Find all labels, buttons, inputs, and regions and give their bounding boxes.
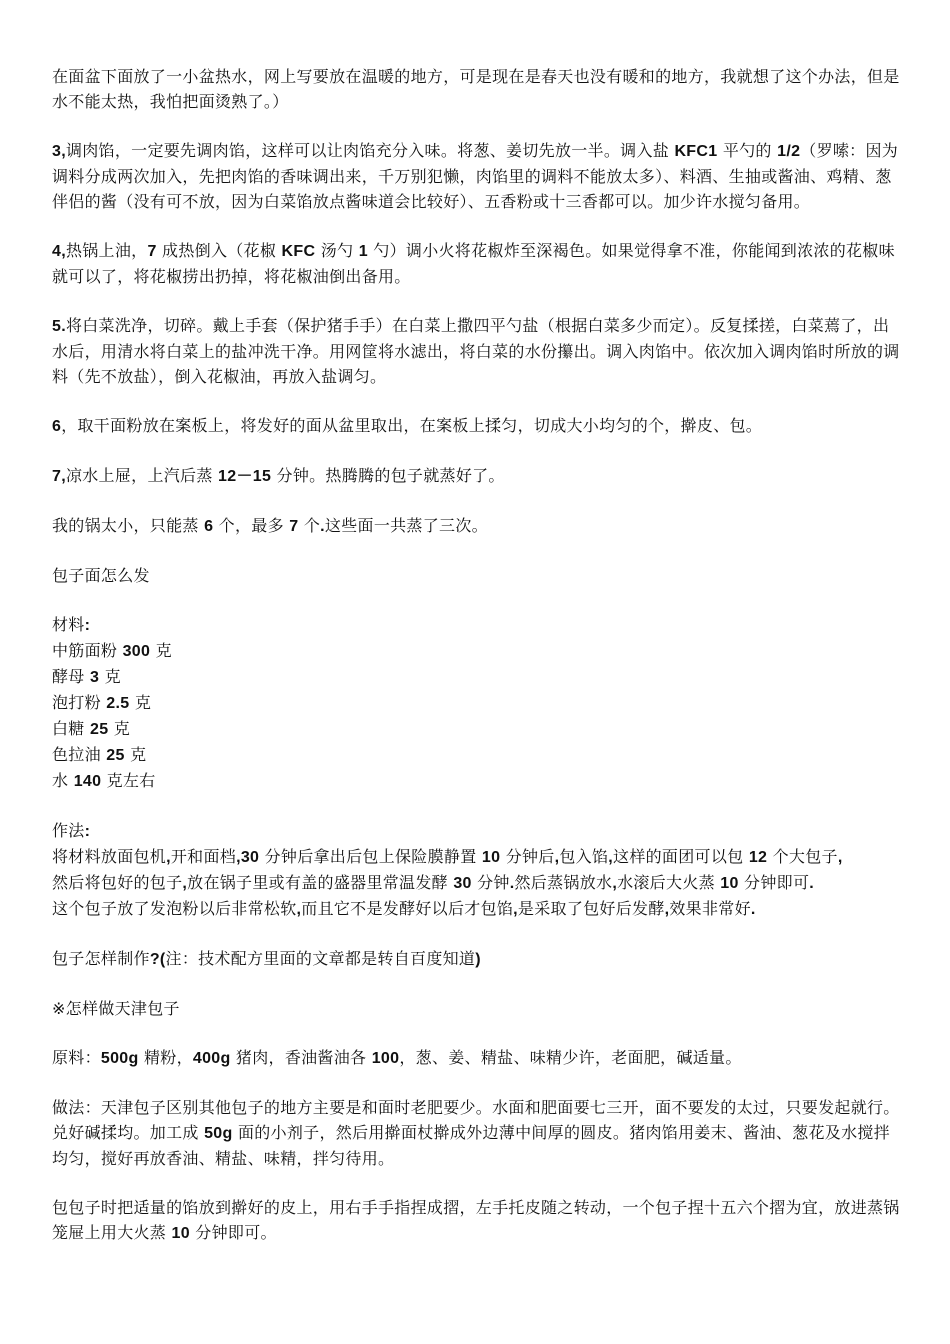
question-heading: 包子怎样制作?(注：技术配方里面的文章都是转自百度知道) [52,949,481,968]
method-line: 这个包子放了发泡粉以后非常松软,而且它不是发酵好以后才包馅,是采取了包好后发酵,效果非常好. [52,899,756,918]
paragraph-note: 我的锅太小，只能蒸 6 个，最多 7 个.这些面一共蒸了三次。 [52,516,488,535]
paragraph-method: 做法：天津包子区别其他包子的地方主要是和面时老肥要少。水面和肥面要七三开，面不要发的太过，只要发起就行。兑好碱揉均。加工成 50g 面的小剂子，然后用擀面杖擀成外边薄中间厚的圆皮。猪肉馅用姜末、酱油、葱花及水搅拌均匀，搅好再放香油、精盐、味精，拌匀待用。 [52,1098,900,1168]
method-line: 然后将包好的包子,放在锅子里或有盖的盛器里常温发酵 30 分钟.然后蒸锅放水,水滚后大火蒸 10 分钟即可. [52,873,814,892]
material-item: 色拉油 25 克 [52,745,147,764]
paragraph-wrapping: 包包子时把适量的馅放到擀好的皮上，用右手手指捏成摺，左手托皮随之转动，一个包子捏十五六个摺为宜，放进蒸锅笼屉上用大火蒸 10 分钟即可。 [52,1198,900,1242]
paragraph-step-4: 4,热锅上油，7 成热倒入（花椒 KFC 汤勺 1 勺）调小火将花椒炸至深褐色。如果觉得拿不准，你能闻到浓浓的花椒味就可以了，将花椒捞出扔掉，将花椒油倒出备用。 [52,241,895,286]
material-item: 泡打粉 2.5 克 [52,693,152,712]
material-item: 白糖 25 克 [52,719,131,738]
section-heading-tianjin: ※怎样做天津包子 [52,999,180,1018]
materials-list [52,612,900,794]
method-heading: 作法: [52,821,91,840]
section-heading-dough: 包子面怎么发 [52,566,150,585]
paragraph-step-6: 6，取干面粉放在案板上，将发好的面从盆里取出，在案板上揉匀，切成大小均匀的个，擀皮、包。 [52,416,763,435]
material-item: 中筋面粉 300 克 [52,641,172,660]
material-item: 酵母 3 克 [52,667,121,686]
material-item: 水 140 克左右 [52,771,156,790]
paragraph-step-7: 7,凉水上屉，上汽后蒸 12－15 分钟。热腾腾的包子就蒸好了。 [52,466,505,485]
paragraph-ingredients: 原料：500g 精粉，400g 猪肉，香油酱油各 100，葱、姜、精盐、味精少许，老面肥，碱适量。 [52,1048,742,1067]
paragraph-intro: 在面盆下面放了一小盆热水，网上写要放在温暖的地方，可是现在是春天也没有暖和的地方，我就想了这个办法，但是水不能太热，我怕把面烫熟了。） [52,67,900,111]
materials-heading: 材料: [52,615,91,634]
method-section [52,818,900,922]
paragraph-step-5: 5.将白菜洗净，切碎。戴上手套（保护猪手手）在白菜上撒四平勺盐（根据白菜多少而定）。反复揉搓，白菜蔫了，出水后，用清水将白菜上的盐冲洗干净。用网筐将水滤出，将白菜的水份攥出。调入肉馅中。依次加入调肉馅时所放的调料（先不放盐），倒入花椒油，再放入盐调匀。 [52,316,900,386]
document-page [52,64,900,1270]
method-line: 将材料放面包机,开和面档,30 分钟后拿出后包上保险膜静置 10 分钟后,包入馅,这样的面团可以包 12 个大包子, [52,847,843,866]
paragraph-step-3: 3,调肉馅，一定要先调肉馅，这样可以让肉馅充分入味。将葱、姜切先放一半。调入盐 KFC1 平勺的 1/2（罗嗦：因为调料分成两次加入，先把肉馅的香味调出来，千万别犯懒，肉馅里的调料不能放太多）、料酒、生抽或酱油、鸡精、葱伴侣的酱（没有可不放，因为白菜馅放点酱味道会比较好）、五香粉或十三香都可以。加少许水搅匀备用。 [52,141,899,211]
